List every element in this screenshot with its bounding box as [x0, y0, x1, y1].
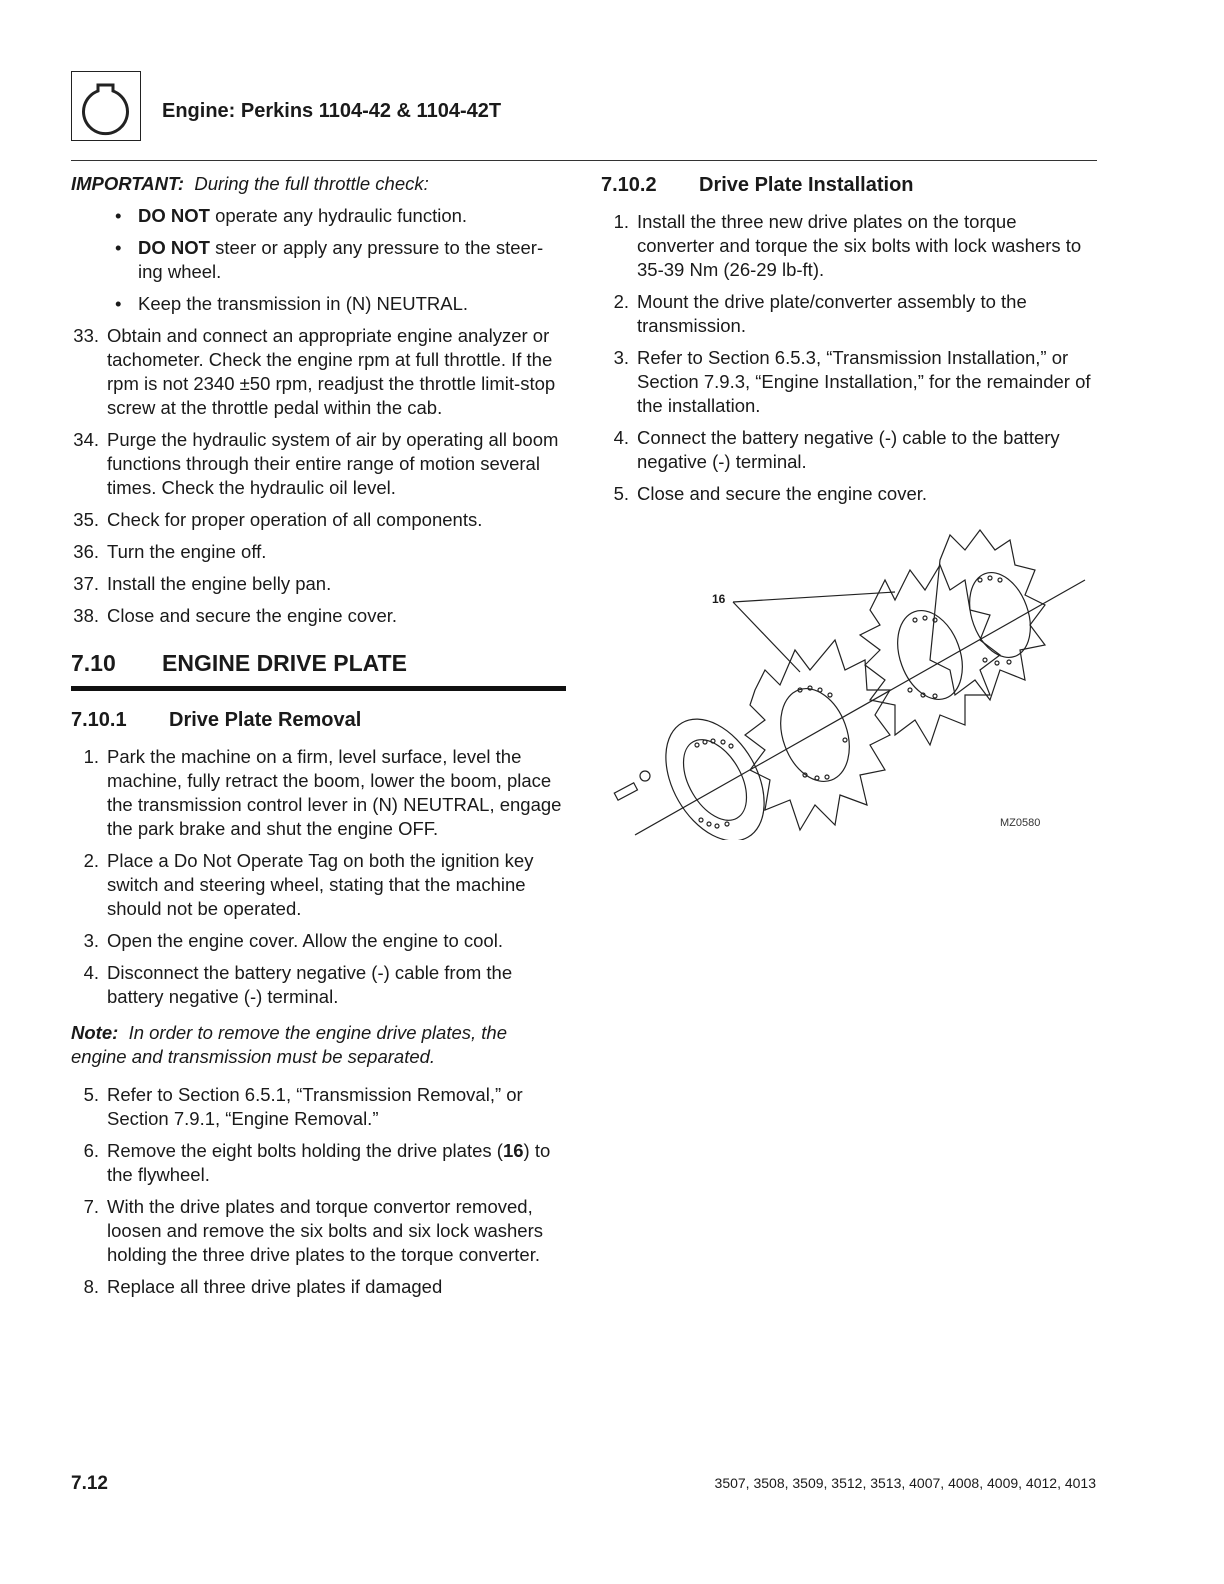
step-text: Check for proper operation of all components.	[107, 509, 483, 530]
step-number: 34.	[73, 429, 99, 450]
step-number: 4.	[83, 962, 99, 983]
step-number: 7.	[83, 1196, 99, 1217]
list-item	[601, 346, 1097, 418]
list-item	[601, 210, 1097, 282]
subsection-heading-installation	[601, 172, 1097, 198]
step-number: 36.	[73, 541, 99, 562]
list-item	[71, 324, 566, 420]
throttle-check-bullets	[71, 204, 566, 316]
engine-steps-list	[71, 324, 566, 628]
bullet-dot: •	[115, 205, 122, 226]
list-item	[71, 849, 566, 921]
section-rule	[71, 686, 566, 691]
step-number: 35.	[73, 509, 99, 530]
removal-steps-list-continued	[71, 1083, 566, 1299]
engine-section-icon-box	[71, 71, 141, 141]
step-text: Close and secure the engine cover.	[637, 483, 928, 504]
list-item	[71, 1139, 566, 1187]
installation-steps-list	[601, 210, 1097, 506]
bullet-text: operate any hydraulic function.	[209, 205, 468, 226]
important-text: During the full throttle check:	[194, 173, 429, 194]
figure-id: MZ0580	[1000, 817, 1041, 829]
step-text: With the drive plates and torque convertor removed, loosen and remove the six bolts and six lock washers holding the three drive plates to the torque converter.	[107, 1196, 543, 1265]
drive-plate-front	[745, 640, 890, 830]
list-item	[601, 426, 1097, 474]
step-text: Install the three new drive plates on the torque converter and torque the six bolts with lock washers to 35-39 Nm (26-29 lb-ft).	[637, 211, 1082, 280]
model-numbers: 3507, 3508, 3509, 3512, 3513, 4007, 4008, 4009, 4012, 4013	[714, 1475, 1096, 1491]
step-text: Remove the eight bolts holding the drive plates (	[107, 1140, 503, 1161]
subsection-title: Drive Plate Installation	[699, 174, 914, 196]
step-text: Refer to Section 6.5.3, “Transmission Installation,” or Section 7.9.3, “Engine Installation,” for the remainder of the installation.	[637, 347, 1091, 416]
step-number: 33.	[73, 325, 99, 346]
step-number: 38.	[73, 605, 99, 626]
list-item	[71, 508, 566, 532]
step-text: Install the engine belly pan.	[107, 573, 332, 594]
step-text: Refer to Section 6.5.1, “Transmission Removal,” or Section 7.9.1, “Engine Removal.”	[107, 1084, 523, 1129]
step-text: ) to the flywheel.	[107, 1140, 551, 1185]
page-header-title: Engine: Perkins 1104-42 & 1104-42T	[162, 100, 502, 122]
list-item	[71, 428, 566, 500]
drive-plate-rear	[930, 530, 1045, 700]
bullet-text: Keep the transmission in (N) NEUTRAL.	[138, 293, 469, 314]
step-text: Replace all three drive plates if damaged	[107, 1276, 443, 1297]
engine-section-icon	[72, 72, 139, 139]
section-number: 7.10	[71, 650, 116, 676]
step-text: Close and secure the engine cover.	[107, 605, 398, 626]
step-number: 2.	[613, 291, 629, 312]
step-number: 3.	[83, 930, 99, 951]
step-text: Open the engine cover. Allow the engine to cool.	[107, 930, 503, 951]
bullet-bold: DO NOT	[138, 237, 210, 258]
list-item	[601, 290, 1097, 338]
illustration-axis-line	[635, 580, 1085, 835]
list-item	[71, 929, 566, 953]
step-number: 3.	[613, 347, 629, 368]
step-number: 8.	[83, 1276, 99, 1297]
flywheel-ring	[646, 702, 785, 840]
note-text: In order to remove the engine drive plates, the engine and transmission must be separated.	[71, 1022, 508, 1067]
step-text: Connect the battery negative (-) cable to the battery negative (-) terminal.	[637, 427, 1060, 472]
bullet-bold: DO NOT	[138, 205, 210, 226]
left-column	[71, 172, 566, 1307]
subsection-number: 7.10.1	[71, 709, 127, 731]
list-item	[115, 292, 566, 316]
list-item	[71, 604, 566, 628]
step-text: Park the machine on a firm, level surface, level the machine, fully retract the boom, lower the boom, place the transmission control lever in (N) NEUTRAL, engage the park brake and shut the engine OFF.	[107, 746, 562, 839]
figure-callout-16: 16	[712, 592, 726, 606]
removal-note	[71, 1021, 566, 1069]
step-number: 5.	[613, 483, 629, 504]
important-notice	[71, 172, 566, 196]
list-item	[115, 204, 566, 228]
drive-plate-illustration	[605, 520, 1095, 840]
step-number: 6.	[83, 1140, 99, 1161]
list-item	[115, 236, 566, 284]
subsection-title: Drive Plate Removal	[169, 709, 362, 731]
step-number: 1.	[613, 211, 629, 232]
step-text: Purge the hydraulic system of air by operating all boom functions through their entire range of motion several times. Check the hydraulic oil level.	[107, 429, 559, 498]
list-item	[71, 572, 566, 596]
page-number: 7.12	[71, 1473, 108, 1494]
step-text: Turn the engine off.	[107, 541, 267, 562]
bolt-icon	[614, 771, 650, 800]
list-item	[71, 1083, 566, 1131]
step-text: Obtain and connect an appropriate engine analyzer or tachometer. Check the engine rpm at full throttle. If the rpm is not 2340 ±50 rpm, readjust the throttle limit-stop screw at the throttle pedal within the cab.	[107, 325, 556, 418]
step-number: 2.	[83, 850, 99, 871]
note-label: Note:	[71, 1022, 119, 1043]
list-item	[601, 482, 1097, 506]
callout-ref: 16	[502, 1140, 524, 1161]
subsection-number: 7.10.2	[601, 174, 657, 196]
list-item	[71, 1195, 566, 1267]
bullet-dot: •	[115, 293, 122, 314]
removal-steps-list	[71, 745, 566, 1009]
step-text: Place a Do Not Operate Tag on both the ignition key switch and steering wheel, stating that the machine should not be operated.	[107, 850, 534, 919]
step-text: Mount the drive plate/converter assembly to the transmission.	[637, 291, 1027, 336]
right-column	[601, 172, 1097, 514]
list-item	[71, 745, 566, 841]
subsection-heading-removal	[71, 707, 566, 733]
list-item	[71, 961, 566, 1009]
list-item	[71, 540, 566, 564]
important-label: IMPORTANT:	[71, 173, 185, 194]
header-divider	[71, 160, 1097, 161]
step-number: 37.	[73, 573, 99, 594]
bullet-text: steer or apply any pressure to the steer-ing wheel.	[138, 237, 544, 282]
section-heading-7-10	[71, 648, 566, 678]
step-text: Disconnect the battery negative (-) cable from the battery negative (-) terminal.	[107, 962, 513, 1007]
step-number: 5.	[83, 1084, 99, 1105]
list-item	[71, 1275, 566, 1299]
step-number: 4.	[613, 427, 629, 448]
section-title: ENGINE DRIVE PLATE	[162, 650, 407, 676]
step-number: 1.	[83, 746, 99, 767]
bullet-dot: •	[115, 237, 122, 258]
